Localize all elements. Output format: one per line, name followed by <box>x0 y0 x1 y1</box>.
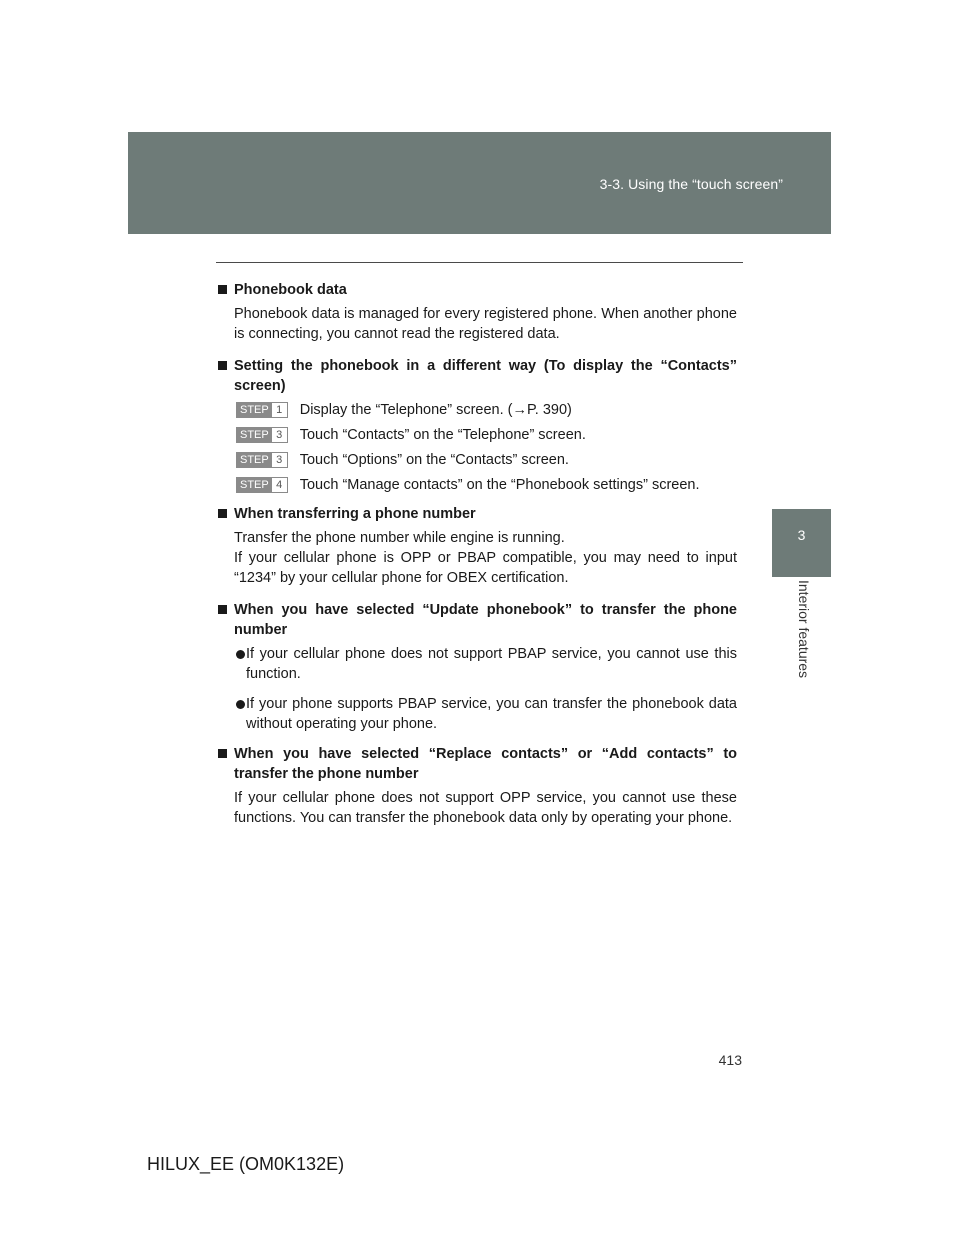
chapter-tab <box>772 509 831 577</box>
square-bullet-icon <box>218 509 227 518</box>
paragraph: If your cellular phone does not support OPP service, you cannot use these functions. You can transfer the phonebook data only by operating your phone. <box>234 790 737 826</box>
paragraph: Phonebook data is managed for every registered phone. When another phone is connecting, you cannot read the registered data. <box>234 306 737 342</box>
square-bullet-icon <box>218 749 227 758</box>
paragraph: Transfer the phone number while engine is running. If your cellular phone is OPP or PBAP compatible, you may need to input “1234” by your cellular phone for OBEX certification. <box>234 530 737 586</box>
section-heading: When transferring a phone number <box>216 504 737 524</box>
round-bullet-icon <box>236 700 245 709</box>
chapter-number: 3 <box>797 527 806 543</box>
step-badge: STEP 3 <box>236 452 288 468</box>
step-text: Touch “Options” on the “Contacts” screen. <box>299 452 569 468</box>
list-item: If your cellular phone does not support PBAP service, you cannot use this function. <box>216 644 737 684</box>
step-text: Touch “Contacts” on the “Telephone” screen. <box>299 427 586 443</box>
step-item <box>236 450 737 470</box>
step-badge: STEP 4 <box>236 477 288 493</box>
manual-id: HILUX_EE (OM0K132E) <box>147 1154 345 1174</box>
chapter-label: Interior features <box>796 580 812 679</box>
top-divider <box>216 262 743 263</box>
step-item <box>236 425 737 445</box>
step-badge: STEP 1 <box>236 402 288 418</box>
section-heading: When you have selected “Replace contacts” or “Add contacts” to transfer the phone number <box>216 744 737 784</box>
list-item: If your phone supports PBAP service, you can transfer the phonebook data without operating your phone. <box>216 694 737 734</box>
square-bullet-icon <box>218 361 227 370</box>
section-heading: When you have selected “Update phonebook” to transfer the phone number <box>216 600 737 640</box>
section-heading: Setting the phonebook in a different way (To display the “Contacts” screen) <box>216 356 737 396</box>
section-title: 3-3. Using the “touch screen” <box>599 176 783 192</box>
step-text: Touch “Manage contacts” on the “Phonebook settings” screen. <box>299 477 700 493</box>
page-number: 413 <box>718 1052 742 1068</box>
round-bullet-icon <box>236 650 245 659</box>
page-content <box>216 280 737 840</box>
section-heading: Phonebook data <box>216 280 737 300</box>
header-band <box>128 132 831 234</box>
square-bullet-icon <box>218 285 227 294</box>
square-bullet-icon <box>218 605 227 614</box>
step-item <box>236 400 737 420</box>
step-item <box>236 475 737 495</box>
step-badge: STEP 3 <box>236 427 288 443</box>
step-text: Display the “Telephone” screen. (→P. 390) <box>299 402 572 418</box>
